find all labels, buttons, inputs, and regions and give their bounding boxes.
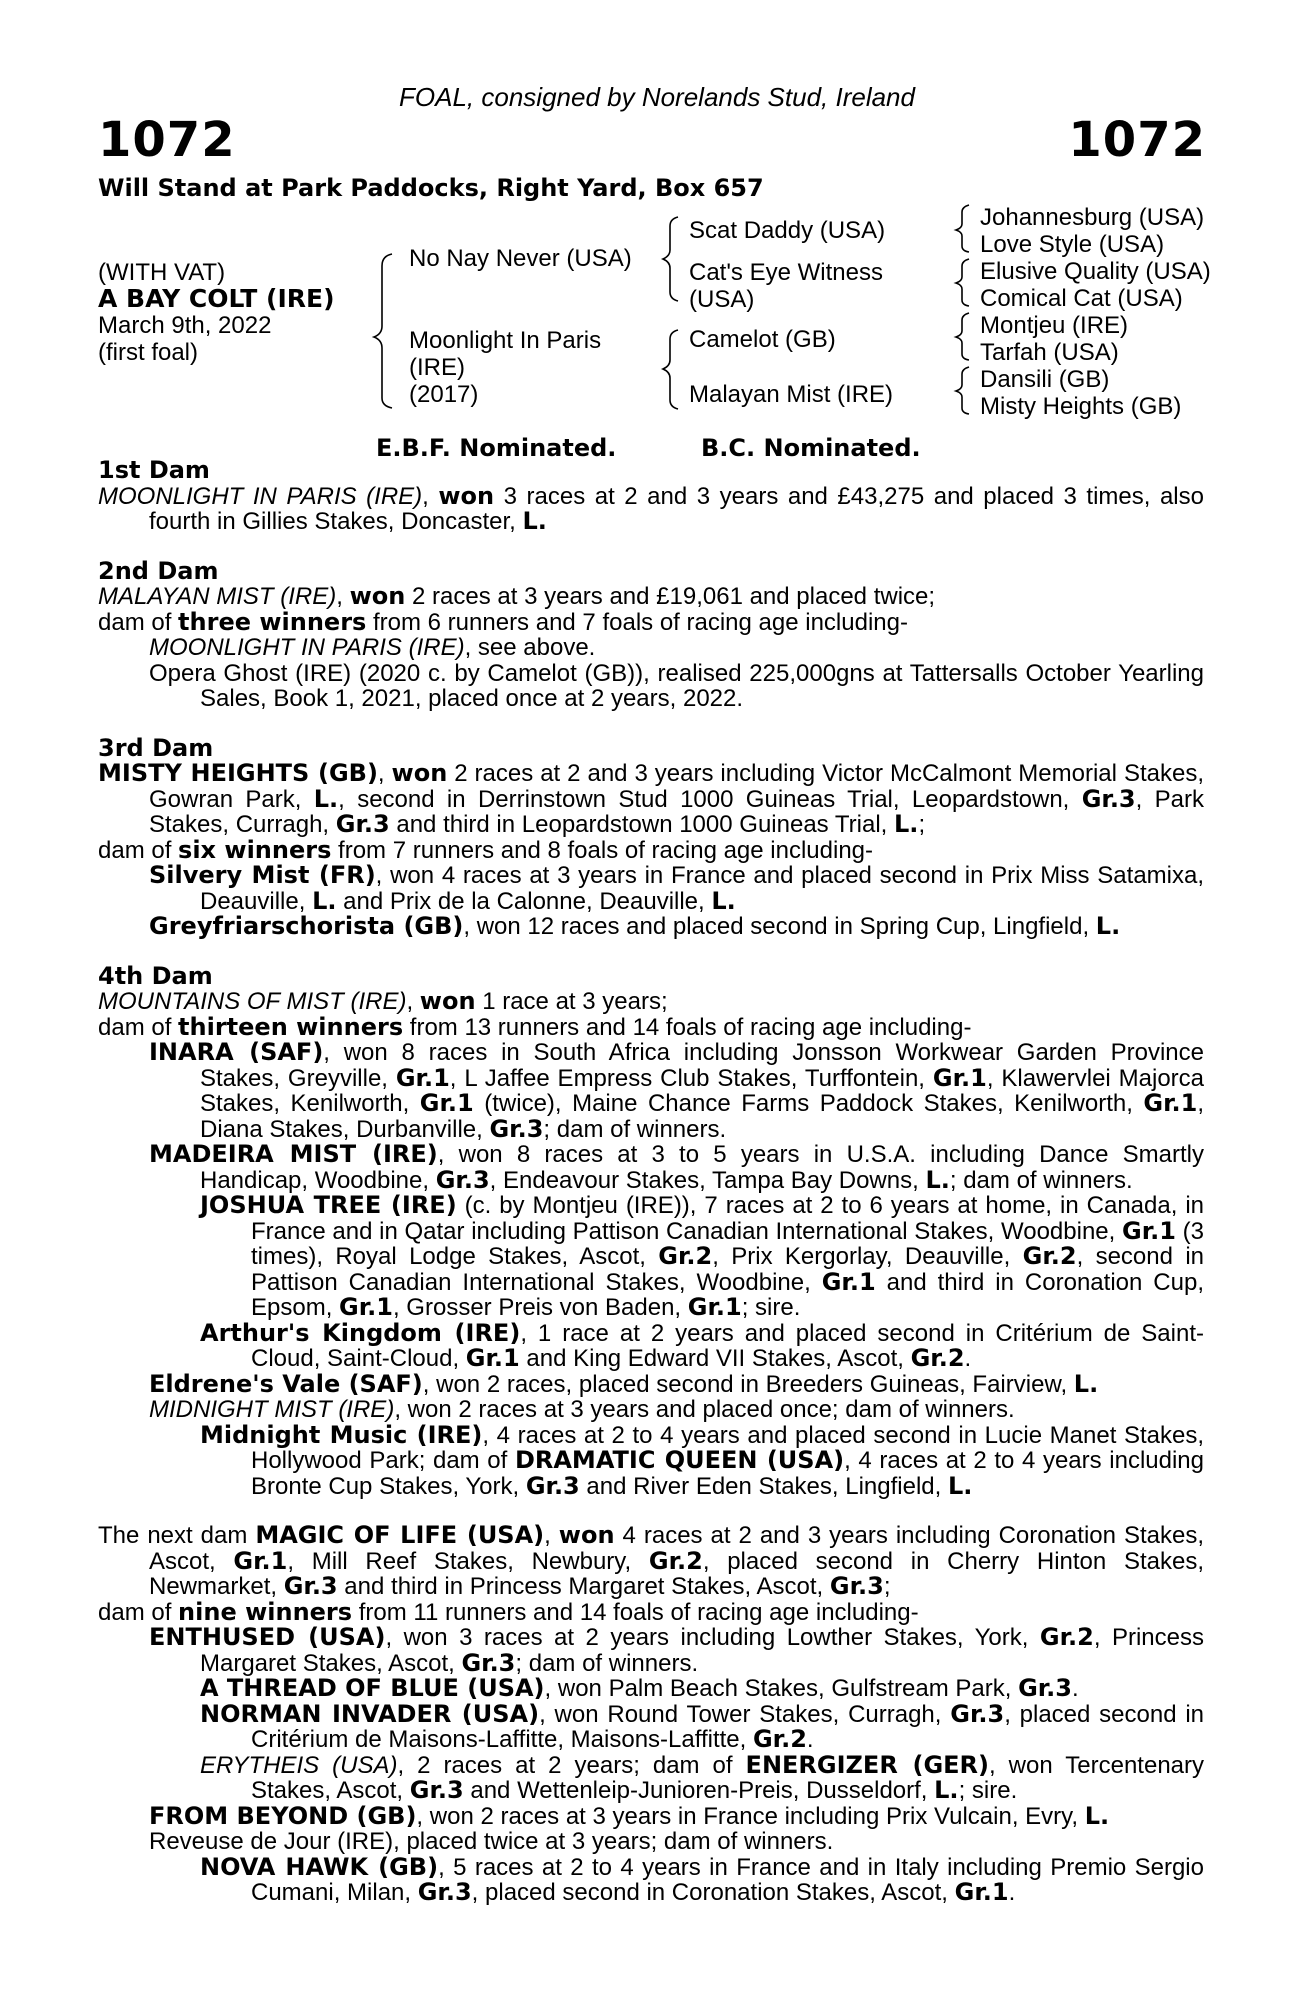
- bold-text: L.: [711, 886, 736, 915]
- text-run: , won 4 races at 3 years in France and placed second in Prix Miss Satamixa, Deauville,: [200, 862, 1205, 915]
- bold-text: Gr.2: [752, 1725, 807, 1753]
- text-run: , 4 races at 2 to 4 years including Bronte Cup Stakes, York,: [251, 1447, 1204, 1500]
- bold-text: Gr.3: [335, 810, 390, 838]
- sire-sire-sire: Johannesburg (USA): [980, 204, 1205, 231]
- bold-text: Gr.1: [1143, 1089, 1198, 1117]
- bold-text: Gr.3: [950, 1699, 1005, 1728]
- text-run: .: [1008, 1879, 1016, 1906]
- bold-text: Gr.2: [910, 1344, 965, 1372]
- catalogue-body: [98, 458, 1204, 1906]
- sire-dam-line-2: (USA): [689, 286, 755, 313]
- bold-text: Gr.1: [465, 1344, 520, 1372]
- pedigree-entry: [98, 1369, 1204, 1398]
- bold-text: Greyfriarschorista (GB): [149, 912, 464, 940]
- text-run: , won Round Tower Stakes, Curragh,: [539, 1700, 951, 1728]
- bold-text: Eldrene's Vale (SAF): [149, 1369, 423, 1398]
- bold-text: INARA (SAF): [149, 1038, 324, 1066]
- bold-text: Gr.2: [1039, 1623, 1094, 1651]
- dam-sire-sire: Montjeu (IRE): [980, 312, 1129, 339]
- pedigree-entry: [98, 1040, 1204, 1142]
- text-run: , placed second in Cherry Hinton Stakes, Newmarket,: [149, 1547, 1204, 1600]
- bold-text: Gr.3: [283, 1572, 338, 1600]
- italic-text: MALAYAN MIST (IRE): [98, 583, 337, 610]
- bold-text: Gr.3: [417, 1878, 472, 1906]
- pedigree-entry: [98, 1852, 1204, 1906]
- pedigree-entry: [98, 635, 1204, 661]
- bold-text: Gr.3: [1081, 784, 1136, 813]
- pedigree-entry: [98, 1142, 1204, 1193]
- pedigree-entry: [98, 1801, 1204, 1830]
- text-run: dam of: [98, 1013, 179, 1041]
- bold-text: L.: [947, 1471, 973, 1500]
- text-run: , placed second in Critérium de Maisons-Laffitte, Maisons-Laffitte,: [251, 1700, 1205, 1753]
- pedigree-entry: [98, 1750, 1205, 1804]
- text-run: , Grosser Preis von Baden,: [392, 1294, 688, 1321]
- pedigree-entry: [98, 584, 1204, 610]
- pedigree-entry: [98, 607, 1204, 636]
- bold-text: Gr.3: [461, 1648, 516, 1677]
- dam-sire-dam: Tarfah (USA): [980, 339, 1119, 366]
- bold-text: L.: [934, 1776, 959, 1804]
- horse-name: A BAY COLT (IRE): [98, 284, 335, 313]
- bold-text: Gr.1: [419, 1089, 474, 1117]
- text-run: dam of: [98, 836, 179, 864]
- section-heading: 1st Dam: [98, 456, 210, 484]
- text-run: and King Edward VII Stakes, Ascot,: [519, 1345, 911, 1372]
- bold-text: Gr.1: [932, 1063, 987, 1092]
- bold-text: Arthur's Kingdom (IRE): [200, 1318, 521, 1347]
- text-run: , 4 races at 2 to 4 years and placed second in Lucie Manet Stakes, Hollywood Park; dam of: [251, 1421, 1205, 1474]
- text-run: and River Eden Stakes, Lingfield,: [579, 1472, 948, 1500]
- text-run: , won 2 races at 3 years and placed once; dam of winners.: [394, 1396, 1015, 1423]
- bold-text: L.: [1073, 1369, 1099, 1398]
- bold-text: nine winners: [178, 1597, 353, 1626]
- text-run: , won 3 races at 2 years including Lowther Stakes, York,: [385, 1624, 1040, 1651]
- text-run: ; dam of winners.: [543, 1115, 727, 1143]
- text-run: , second in Derrinstown Stud 1000 Guineas Trial, Leopardstown,: [338, 785, 1082, 813]
- bold-text: Gr.1: [1122, 1216, 1176, 1245]
- bold-text: JOSHUA TREE (IRE): [200, 1191, 457, 1219]
- text-run: (3 times), Royal Lodge Stakes, Ascot,: [251, 1217, 1205, 1270]
- pedigree-entry: [98, 835, 1204, 864]
- pedigree-entry: [98, 761, 1204, 838]
- text-run: , won 8 races at 3 to 5 years in U.S.A. including Dance Smartly Handicap, Woodbine,: [200, 1141, 1204, 1194]
- bold-text: L.: [1095, 912, 1121, 940]
- bold-text: ENTHUSED (USA): [149, 1623, 386, 1651]
- pedigree-entry: [98, 1397, 1204, 1423]
- pedigree-entry: [98, 1193, 1204, 1321]
- text-run: , Mill Reef Stakes, Newbury,: [287, 1547, 649, 1575]
- foal-note: (first foal): [98, 339, 199, 366]
- text-run: from 11 runners and 14 foals of racing age including-: [352, 1598, 919, 1626]
- pedigree-section: [98, 733, 1205, 940]
- text-run: dam of: [98, 1598, 179, 1626]
- bold-text: Gr.3: [1018, 1674, 1072, 1702]
- pedigree-section: [98, 961, 1205, 1500]
- text-run: Opera Ghost (IRE) (2020 c. by Camelot (GB)), realised 225,000gns at Tattersalls October Yearling Sales, Book 1, 2021, placed once at 2 years, 2022.: [149, 659, 1204, 712]
- text-run: , second in Pattison Canadian International Stakes, Woodbine,: [251, 1243, 1205, 1296]
- bold-text: MISTY HEIGHTS (GB): [98, 759, 378, 787]
- dam-dam-sire: Dansili (GB): [980, 366, 1110, 393]
- text-run: ,: [544, 1522, 559, 1549]
- text-run: ; dam of winners.: [949, 1166, 1133, 1194]
- text-run: and third in Coronation Cup, Epsom,: [251, 1268, 1205, 1321]
- bold-text: NORMAN INVADER (USA): [200, 1699, 540, 1728]
- text-run: The next dam: [98, 1522, 256, 1549]
- text-run: 2 races at 2 and 3 years including Victor McCalmont Memorial Stakes, Gowran Park,: [149, 760, 1204, 813]
- text-run: 2 races at 3 years and £19,061 and placed twice;: [405, 583, 936, 610]
- pedigree-entry: [98, 1318, 1204, 1372]
- text-run: , see above.: [464, 634, 596, 661]
- bold-text: FROM BEYOND (GB): [149, 1801, 417, 1830]
- pedigree-section: [98, 1523, 1204, 1906]
- bc-nomination: B.C. Nominated.: [701, 434, 921, 462]
- bold-text: Gr.3: [435, 1165, 490, 1194]
- sire-dam-sire: Elusive Quality (USA): [980, 258, 1211, 285]
- text-run: ;: [918, 811, 926, 838]
- bold-text: Midnight Music (IRE): [200, 1420, 483, 1449]
- text-run: , won Palm Beach Stakes, Gulfstream Park,: [544, 1675, 1019, 1702]
- dam-dam: Malayan Mist (IRE): [689, 381, 894, 408]
- text-run: and third in Princess Margaret Stakes, Ascot,: [337, 1573, 830, 1600]
- text-run: ,: [406, 988, 420, 1015]
- pedigree-entry: [98, 989, 1204, 1015]
- bold-text: L.: [1084, 1801, 1110, 1830]
- text-run: , Endeavour Stakes, Tampa Bay Downs,: [489, 1166, 926, 1194]
- pedigree-entry: [98, 914, 1204, 940]
- bold-text: DRAMATIC QUEEN (USA): [514, 1446, 845, 1474]
- bold-text: Gr.2: [658, 1242, 713, 1270]
- italic-text: MIDNIGHT MIST (IRE): [149, 1396, 395, 1423]
- italic-text: ERYTHEIS (USA): [200, 1751, 398, 1779]
- pedigree-entry: [98, 661, 1204, 712]
- bold-text: Gr.1: [687, 1293, 742, 1321]
- vat-note: (WITH VAT): [98, 259, 226, 286]
- text-run: ; sire.: [958, 1777, 1018, 1804]
- section-heading: 3rd Dam: [98, 733, 214, 762]
- text-run: , 1 race at 2 years and placed second in Critérium de Saint-Cloud, Saint-Cloud,: [251, 1319, 1204, 1372]
- bold-text: Gr.1: [395, 1063, 450, 1092]
- pedigree-entry: [98, 481, 1204, 535]
- text-run: , won 2 races at 3 years in France including Prix Vulcain, Evry,: [416, 1802, 1085, 1830]
- text-run: , Diana Stakes, Durbanville,: [200, 1090, 1204, 1143]
- bold-text: Gr.3: [409, 1776, 464, 1804]
- lot-number-right: 1072: [1068, 112, 1206, 168]
- text-run: from 6 runners and 7 foals of racing age including-: [366, 608, 908, 636]
- bold-text: L.: [925, 1165, 950, 1194]
- bold-text: MAGIC OF LIFE (USA): [255, 1521, 545, 1549]
- text-run: ,: [336, 583, 350, 610]
- stabling-location: Will Stand at Park Paddocks, Right Yard, Box 657: [98, 174, 764, 202]
- text-run: from 7 runners and 8 foals of racing age including-: [331, 836, 874, 864]
- text-run: .: [964, 1345, 972, 1372]
- bold-text: won: [419, 987, 476, 1015]
- text-run: 1 race at 3 years;: [475, 988, 668, 1015]
- text-run: (twice), Maine Chance Farms Paddock Stakes, Kenilworth,: [473, 1090, 1144, 1117]
- text-run: .: [1072, 1675, 1079, 1702]
- bold-text: L.: [312, 886, 337, 915]
- italic-text: MOUNTAINS OF MIST (IRE): [98, 988, 407, 1015]
- sire-dam-line-1: Cat's Eye Witness: [689, 259, 883, 286]
- text-run: and Prix de la Calonne, Deauville,: [336, 887, 712, 915]
- bold-text: won: [438, 481, 495, 510]
- bold-text: three winners: [178, 607, 367, 636]
- text-run: , 5 races at 2 to 4 years in France and in Italy including Premio Sergio Cumani, Milan,: [251, 1853, 1204, 1906]
- text-run: ,: [377, 760, 392, 787]
- text-run: from 13 runners and 14 foals of racing age including-: [403, 1013, 972, 1041]
- section-heading: 4th Dam: [98, 961, 213, 990]
- text-run: , Prix Kergorlay, Deauville,: [712, 1243, 1023, 1270]
- text-run: , Klawervlei Majorca Stakes, Kenilworth,: [200, 1064, 1205, 1117]
- bold-text: won: [349, 582, 406, 610]
- pedigree-entry: [98, 1829, 1204, 1855]
- text-run: , placed second in Coronation Stakes, Ascot,: [471, 1879, 955, 1906]
- italic-text: MOONLIGHT IN PARIS (IRE): [149, 634, 465, 661]
- text-run: Reveuse de Jour (IRE), placed twice at 3 years; dam of winners.: [149, 1828, 834, 1855]
- foaling-date: March 9th, 2022: [98, 312, 272, 339]
- text-run: , Park Stakes, Curragh,: [149, 785, 1205, 838]
- text-run: and Wettenleip-Junioren-Preis, Dusseldorf,: [463, 1777, 935, 1804]
- text-run: , Princess Margaret Stakes, Ascot,: [200, 1624, 1204, 1677]
- pedigree-entry: [98, 1699, 1205, 1753]
- text-run: , won 12 races and placed second in Spring Cup, Lingfield,: [463, 913, 1096, 940]
- text-run: ;: [883, 1573, 891, 1600]
- pedigree-section: [98, 458, 1204, 535]
- bold-text: Gr.1: [954, 1878, 1009, 1906]
- text-run: and third in Leopardstown 1000 Guineas Trial,: [389, 811, 895, 838]
- bold-text: ENERGIZER (GER): [745, 1750, 990, 1779]
- pedigree-entry: [98, 1012, 1204, 1041]
- bold-text: Gr.3: [489, 1114, 544, 1143]
- text-run: , won Tercentenary Stakes, Ascot,: [251, 1751, 1205, 1804]
- bold-text: Gr.3: [829, 1572, 884, 1600]
- text-run: , 2 races at 2 years; dam of: [397, 1751, 746, 1779]
- lot-number-left: 1072: [98, 112, 236, 168]
- bold-text: Gr.2: [648, 1546, 703, 1575]
- bold-text: L.: [522, 507, 547, 535]
- bold-text: L.: [313, 784, 339, 813]
- dam-dam-dam: Misty Heights (GB): [980, 393, 1182, 420]
- bold-text: six winners: [178, 835, 332, 864]
- bold-text: L.: [894, 810, 919, 838]
- pedigree-entry: [98, 1676, 1204, 1702]
- text-run: , won 8 races in South Africa including Jonsson Workwear Garden Province Stakes, Greyville,: [200, 1039, 1204, 1092]
- text-run: .: [806, 1726, 814, 1753]
- bold-text: MADEIRA MIST (IRE): [149, 1140, 438, 1168]
- sire-dam-dam: Comical Cat (USA): [980, 285, 1183, 312]
- text-run: , won 2 races, placed second in Breeders Guineas, Fairview,: [422, 1370, 1074, 1398]
- text-run: (c. by Montjeu (IRE)), 7 races at 2 to 6 years at home, in Canada, in France and in Qatar including Pattison Canadian International Stakes, Woodbine,: [251, 1192, 1205, 1245]
- bold-text: NOVA HAWK (GB): [200, 1852, 439, 1881]
- bold-text: Gr.1: [233, 1546, 288, 1575]
- text-run: 4 races at 2 and 3 years including Coronation Stakes, Ascot,: [149, 1522, 1204, 1575]
- bold-text: won: [391, 759, 448, 787]
- section-heading: 2nd Dam: [98, 556, 219, 585]
- bold-text: Gr.1: [821, 1267, 876, 1296]
- dam-name-line-1: Moonlight In Paris: [409, 327, 602, 354]
- dam-sire: Camelot (GB): [689, 326, 836, 353]
- ebf-nomination: E.B.F. Nominated.: [376, 434, 617, 462]
- text-run: ; dam of winners.: [515, 1649, 699, 1677]
- text-run: dam of: [98, 608, 179, 636]
- bold-text: Gr.3: [525, 1471, 580, 1500]
- bold-text: won: [558, 1521, 615, 1549]
- text-run: ; sire.: [741, 1294, 801, 1321]
- consignment-line: FOAL, consigned by Norelands Stud, Ireland: [399, 82, 915, 112]
- text-run: ,: [422, 482, 439, 510]
- pedigree-entry: [98, 1597, 1204, 1626]
- pedigree-entry: [98, 1625, 1204, 1676]
- bold-text: Gr.1: [339, 1293, 393, 1321]
- dam-name-line-2: (IRE): [409, 354, 465, 381]
- pedigree-entry: [98, 863, 1204, 914]
- bold-text: Gr.2: [1022, 1242, 1077, 1270]
- sire-sire: Scat Daddy (USA): [689, 217, 886, 244]
- pedigree-section: [98, 556, 1204, 712]
- bold-text: A THREAD OF BLUE (USA): [200, 1674, 545, 1702]
- text-run: 3 races at 2 and 3 years and £43,275 and placed 3 times, also fourth in Gillies Stakes, Doncaster,: [149, 482, 1204, 535]
- italic-text: MOONLIGHT IN PARIS (IRE): [98, 482, 423, 510]
- bold-text: thirteen winners: [178, 1012, 404, 1041]
- bold-text: Silvery Mist (FR): [149, 861, 376, 889]
- sire-sire-dam: Love Style (USA): [980, 231, 1165, 258]
- sire-name: No Nay Never (USA): [409, 245, 632, 272]
- text-run: , L Jaffee Empress Club Stakes, Turffontein,: [449, 1064, 933, 1092]
- dam-foaled-year: (2017): [409, 381, 479, 408]
- pedigree-entry: [98, 1523, 1204, 1600]
- pedigree-entry: [98, 1420, 1205, 1500]
